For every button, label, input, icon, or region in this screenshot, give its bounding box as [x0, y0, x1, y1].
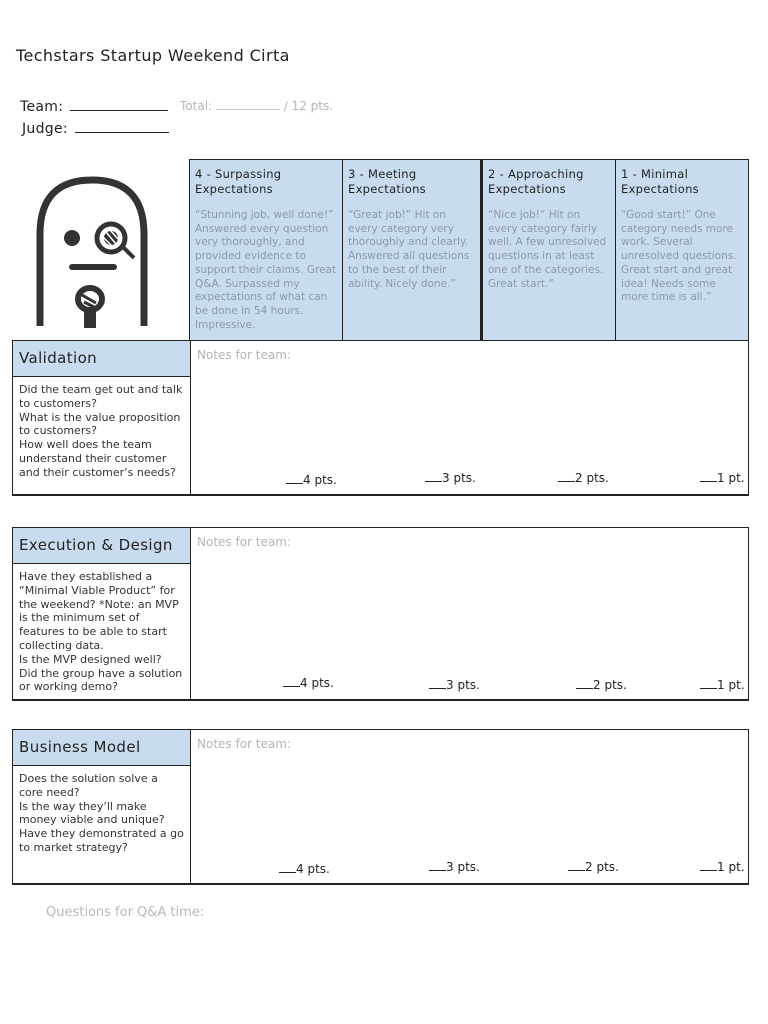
section-questions: Does the solution solve a core need? Is the way they’ll make money viable and unique? Have they demonstrated a go to market strategy? — [19, 772, 184, 854]
page-title: Techstars Startup Weekend Cirta — [16, 46, 290, 65]
rating-col-1 — [616, 160, 748, 340]
section-execution-design — [12, 527, 749, 701]
score-1[interactable]: 1 pt. — [700, 678, 745, 692]
team-input-line[interactable] — [70, 97, 168, 111]
score-4[interactable]: 4 pts. — [279, 862, 330, 876]
rating-title: 3 - Meeting Expectations — [348, 167, 426, 196]
section-questions: Have they established a “Minimal Viable Product” for the weekend? *Note: an MVP is the minimum set of features to be able to start collecting data. Is the MVP designed well? Did the group have a solution or working demo? — [19, 570, 183, 694]
section-info — [13, 528, 191, 699]
total-input-line[interactable] — [216, 100, 280, 110]
rating-col-2 — [483, 160, 616, 340]
notes-label: Notes for team: — [197, 737, 291, 751]
section-info — [13, 341, 191, 494]
section-title: Execution & Design — [13, 528, 190, 564]
section-title: Validation — [13, 341, 190, 377]
score-1[interactable]: 1 pt. — [700, 471, 745, 485]
rating-title: 2 - Approaching Expectations — [488, 167, 584, 196]
rating-scale — [189, 159, 749, 341]
section-business-model — [12, 729, 749, 885]
rating-desc: “Good start!” One category needs more work. Several unresolved questions. Great start and great idea! Needs some more time is all.” — [621, 209, 737, 304]
score-3[interactable]: 3 pts. — [429, 860, 480, 874]
score-4[interactable]: 4 pts. — [283, 676, 334, 690]
score-2[interactable]: 2 pts. — [576, 678, 627, 692]
section-info — [13, 730, 191, 883]
notes-area[interactable] — [191, 730, 748, 883]
section-questions: Did the team get out and talk to customers? What is the value proposition to customers? How well does the team understand their customer and their customer’s needs? — [19, 383, 183, 479]
total-label: Total: — [180, 99, 213, 113]
score-1[interactable]: 1 pt. — [700, 860, 745, 874]
notes-area[interactable] — [191, 528, 748, 699]
score-3[interactable]: 3 pts. — [425, 471, 476, 485]
rating-col-3 — [343, 160, 483, 340]
total-max: / 12 pts. — [283, 99, 334, 113]
score-3[interactable]: 3 pts. — [429, 678, 480, 692]
rating-desc: “Stunning job, well done!” Answered every question very thoroughly, and provided evidence to support their claims. Great Q&A. Surpassed my expectations of what can be done in 54 hours. Impressive. — [195, 209, 337, 331]
team-field — [20, 97, 168, 115]
score-2[interactable]: 2 pts. — [568, 860, 619, 874]
section-title: Business Model — [13, 730, 190, 766]
score-4[interactable]: 4 pts. — [286, 473, 337, 487]
rating-col-4 — [190, 160, 343, 340]
judge-label: Judge: — [22, 121, 68, 137]
judge-field — [22, 119, 169, 137]
team-label: Team: — [20, 99, 64, 115]
score-2[interactable]: 2 pts. — [558, 471, 609, 485]
notes-area[interactable] — [191, 341, 748, 494]
rating-desc: “Great job!” Hit on every category very thoroughly and clearly. Answered all questions to the best of their ability. Nicely done.” — [348, 209, 470, 290]
notes-label: Notes for team: — [197, 348, 291, 362]
rating-desc: “Nice job!” Hit on every category fairly well. A few unresolved questions in at least one of the categories. Great start.” — [488, 209, 607, 290]
notes-label: Notes for team: — [197, 535, 291, 549]
qa-label: Questions for Q&A time: — [46, 905, 205, 920]
monocle-ghost-icon — [30, 174, 154, 328]
rating-title: 4 - Surpassing Expectations — [195, 167, 282, 196]
section-validation — [12, 340, 749, 496]
judge-input-line[interactable] — [75, 119, 169, 133]
total-field — [180, 99, 333, 113]
rating-title: 1 - Minimal Expectations — [621, 167, 699, 196]
